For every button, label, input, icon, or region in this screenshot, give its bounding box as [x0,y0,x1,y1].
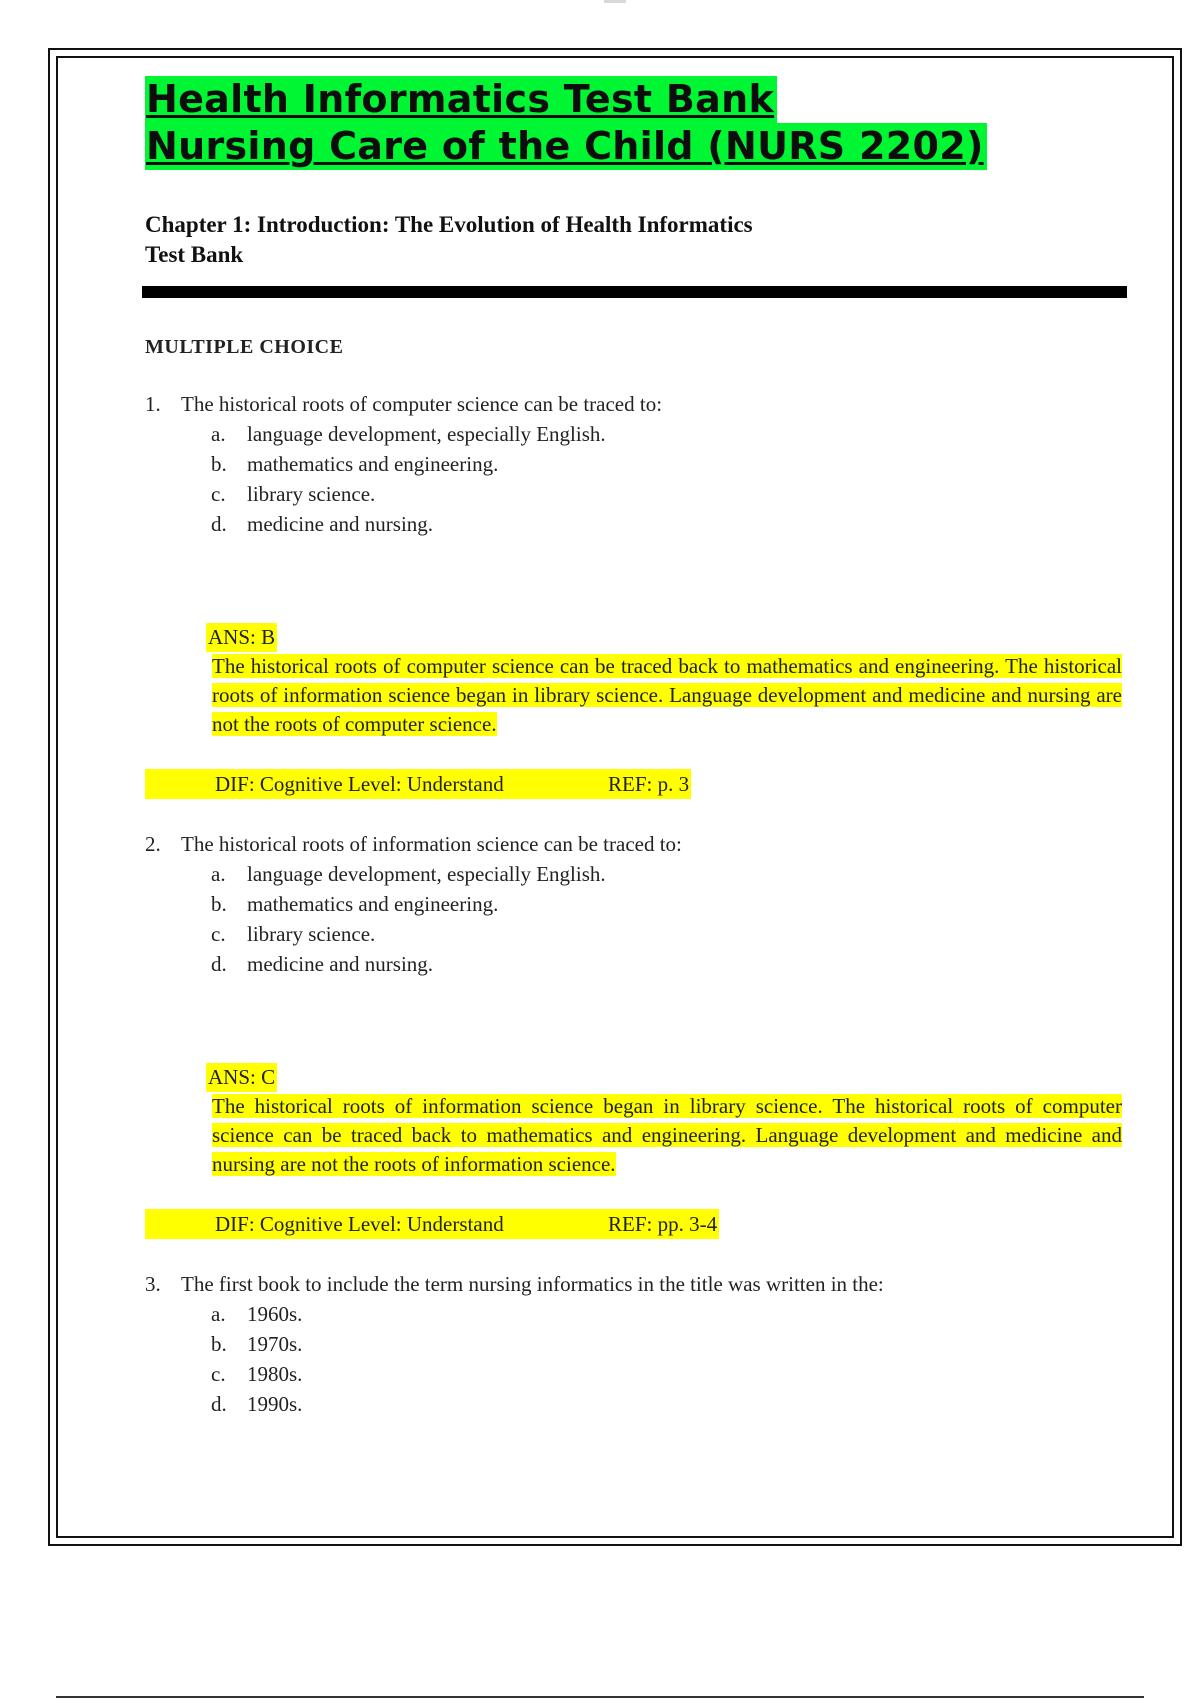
choice-d [211,509,1130,539]
choice-d [211,1389,1130,1419]
choice-text: 1960s. [247,1302,303,1326]
choice-letter: c. [211,1362,226,1386]
rationale-text: The historical roots of computer science can be traced back to mathematics and engineering. The historical roots of information science began in library science. Language development and medicine and nursing are not the roots of computer science. [212,654,1122,736]
choice-text: language development, especially English. [247,862,606,886]
choice-text: language development, especially English. [247,422,606,446]
choice-text: 1990s. [247,1392,303,1416]
question-number: 2. [145,832,161,856]
choice-letter: c. [211,922,226,946]
difficulty-reference-row [145,769,691,799]
choice-text: medicine and nursing. [247,952,434,976]
answer-rationale [212,652,1122,739]
choice-letter: a. [211,422,226,446]
choice-letter: b. [211,452,227,476]
choice-b [211,449,1130,479]
answer-block [206,623,1130,739]
difficulty-reference-row [145,1209,719,1239]
choice-list [145,419,1130,539]
question-1 [145,389,1130,799]
choice-letter: d. [211,512,227,536]
question-3 [145,1269,1130,1419]
chapter-title: Chapter 1: Introduction: The Evolution of Health Informatics [145,212,753,237]
choice-text: 1980s. [247,1362,303,1386]
choice-a [211,1299,1130,1329]
choice-list [145,1299,1130,1419]
document-title [145,76,1130,170]
question-stem [145,389,1130,419]
choice-letter: b. [211,1332,227,1356]
choice-b [211,889,1130,919]
question-stem [145,829,1130,859]
choice-text: library science. [247,922,376,946]
title-line-2: Nursing Care of the Child (NURS 2202) [145,123,987,170]
choice-c [211,1359,1130,1389]
top-edge-mark [604,0,626,3]
question-number: 1. [145,392,161,416]
bottom-rule [56,1696,1144,1698]
choice-letter: a. [211,862,226,886]
choice-d [211,949,1130,979]
choice-c [211,479,1130,509]
question-text: The first book to include the term nursing informatics in the title was written in the: [181,1272,884,1296]
choice-a [211,859,1130,889]
section-title: MULTIPLE CHOICE [145,336,344,358]
choice-text: mathematics and engineering. [247,452,499,476]
choice-letter: c. [211,482,226,506]
choice-text: 1970s. [247,1332,303,1356]
choice-text: mathematics and engineering. [247,892,499,916]
choice-b [211,1329,1130,1359]
question-text: The historical roots of information science can be traced to: [181,832,682,856]
answer-block [206,1063,1130,1179]
answer-key: ANS: B [206,623,277,652]
page-reference: REF: p. 3 [608,772,690,796]
choice-text: library science. [247,482,376,506]
choice-list [145,859,1130,979]
difficulty-level: DIF: Cognitive Level: Understand [215,1212,504,1236]
choice-letter: d. [211,1392,227,1416]
answer-key: ANS: C [206,1063,277,1092]
choice-letter: a. [211,1302,226,1326]
test-bank-label: Test Bank [145,242,244,267]
choice-a [211,419,1130,449]
choice-text: medicine and nursing. [247,512,434,536]
answer-rationale [212,1092,1122,1179]
choice-c [211,919,1130,949]
heading-divider [142,286,1127,298]
page-content [145,76,1130,1419]
rationale-text: The historical roots of information science began in library science. The historical roots of computer science can be traced back to mathematics and engineering. Language development and medicine and nursing are not the roots of information science. [212,1094,1122,1176]
question-number: 3. [145,1272,161,1296]
choice-letter: b. [211,892,227,916]
chapter-heading [145,210,1130,270]
question-text: The historical roots of computer science can be traced to: [181,392,663,416]
question-stem [145,1269,1130,1299]
difficulty-level: DIF: Cognitive Level: Understand [215,772,504,796]
page-reference: REF: pp. 3-4 [608,1212,718,1236]
title-line-1: Health Informatics Test Bank [145,76,777,123]
choice-letter: d. [211,952,227,976]
question-2 [145,829,1130,1239]
